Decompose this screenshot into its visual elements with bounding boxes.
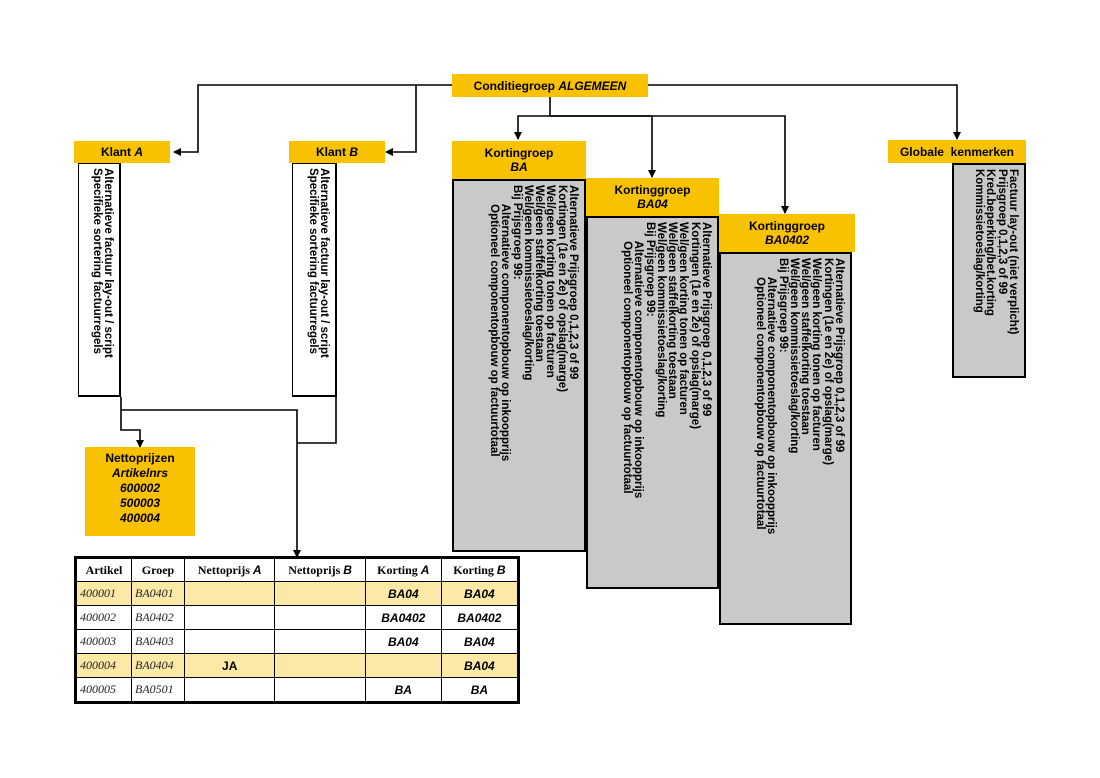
cell-netto-b (275, 654, 365, 678)
korting-ba04-line: Kortingen (1e en 2e) of opslag(marge) (688, 222, 701, 430)
artikel-table (74, 556, 520, 704)
cell-korting-b: BA04 (441, 582, 518, 606)
col-header-groep (132, 558, 185, 582)
root-header-label (474, 79, 627, 93)
cell-korting-b: BA (441, 678, 518, 703)
korting-ba0402-label-em: BA0402 (764, 233, 810, 247)
korting-ba04-line: Bij Prijsgroep 99: (643, 222, 656, 317)
korting-ba04-lines (621, 218, 717, 498)
cell-groep: BA0402 (132, 606, 185, 630)
nettoprijzen-item: 600002 (119, 481, 161, 495)
korting-ba-label-em: BA (510, 160, 528, 174)
klant-b-panel (292, 163, 337, 397)
korting-ba-panel (452, 179, 586, 552)
table-row (76, 630, 519, 654)
korting-ba04-line: Alternatieve componentopbouw op inkoopprijs (632, 222, 645, 499)
col-header-em: B (343, 562, 352, 577)
cell-korting-a: BA04 (365, 582, 441, 606)
korting-ba-header (452, 141, 586, 179)
korting-ba04-label: Kortinggroep (614, 183, 691, 197)
korting-ba04-line: Wel/geen kommissietoeslag/korting (654, 222, 667, 418)
korting-ba0402-header (719, 214, 855, 252)
klant-a-label: Klant (100, 145, 135, 159)
korting-ba-line: Alternatieve Prijsgroep 0,1,2,3 of 99 (567, 185, 579, 380)
korting-ba-line: Kortingen (1e en 2e) of opslag(marge) (555, 185, 568, 393)
cell-netto-a (185, 678, 275, 703)
cell-korting-b: BA0402 (441, 606, 518, 630)
korting-ba0402-line: Alternatieve Prijsgroep 0,1,2,3 of 99 (833, 258, 845, 453)
korting-ba0402-line: Optioneel componentopbouw op factuurtotaal (753, 258, 766, 530)
cell-artikel: 400003 (76, 630, 132, 654)
globale-line: Prijsgroep 0,1,2,3 of 99 (995, 169, 1008, 295)
klant-b-line: Specifieke sortering factuurregels (306, 168, 319, 354)
korting-ba04-label-em: BA04 (637, 197, 668, 211)
globale-label: Globale kenmerken (899, 144, 1015, 159)
cell-korting-b: BA04 (441, 630, 518, 654)
table-header-row (76, 558, 519, 582)
globale-line: Kommissietoeslag/korting (973, 169, 986, 313)
korting-ba04-line: Wel/geen staffelkorting toestaan (666, 222, 679, 399)
cell-groep: BA0403 (132, 630, 185, 654)
root-label-text: Conditiegroep (473, 78, 559, 93)
cell-netto-a (185, 630, 275, 654)
korting-ba0402-lines (754, 254, 850, 534)
cell-netto-b (275, 678, 365, 703)
klant-b-label: Klant (315, 145, 350, 159)
nettoprijzen-subtitle: Artikelnrs (111, 466, 169, 480)
klant-a-panel (78, 163, 121, 397)
cell-artikel: 400004 (76, 654, 132, 678)
cell-netto-a (185, 582, 275, 606)
col-header-nettoprijs-a (185, 558, 275, 582)
col-header-text: Nettoprijs (197, 562, 253, 577)
connector-klant-b-table (297, 397, 336, 443)
cell-netto-a (185, 606, 275, 630)
cell-artikel: 400005 (76, 678, 132, 703)
cell-netto-b (275, 606, 365, 630)
korting-ba0402-panel (719, 252, 852, 625)
klant-b-label-em: B (349, 145, 358, 159)
cell-korting-a: BA0402 (365, 606, 441, 630)
globale-lines (973, 165, 1024, 335)
korting-ba0402-line: Alternatieve componentopbouw op inkoopprijs (765, 258, 778, 535)
korting-ba0402-line: Kortingen (1e en 2e) of opslag(marge) (821, 258, 834, 466)
klant-a-line: Alternatieve factuur lay-out / script (102, 168, 114, 358)
table-row (76, 678, 519, 703)
globale-line: Factuur lay-out (niet verplicht) (1007, 169, 1019, 335)
klant-a-line: Specifieke sortering factuurregels (90, 168, 103, 354)
korting-ba-line: Bij Prijsgroep 99: (510, 185, 523, 280)
col-header-text: Groep (141, 562, 175, 577)
korting-ba-line: Wel/geen korting tonen op facturen (544, 185, 557, 378)
col-header-em: A (252, 562, 262, 577)
table-row (76, 582, 519, 606)
korting-ba0402-line: Wel/geen staffelkorting toestaan (799, 258, 812, 435)
klant-b-lines (306, 164, 335, 358)
col-header-korting-a (365, 558, 441, 582)
col-header-em: A (420, 562, 430, 577)
col-header-em: B (496, 562, 506, 577)
korting-ba-line: Wel/geen staffelkorting toestaan (533, 185, 546, 362)
connector-root-korting-ba (518, 116, 550, 139)
col-header-text: Nettoprijs (288, 562, 344, 577)
korting-ba04-line: Alternatieve Prijsgroep 0,1,2,3 of 99 (700, 222, 712, 417)
korting-ba-label: Kortingroep (484, 146, 554, 160)
cell-artikel: 400001 (76, 582, 132, 606)
col-header-text: Korting (453, 562, 497, 577)
col-header-artikel (76, 558, 132, 582)
cell-netto-b (275, 630, 365, 654)
korting-ba-line: Wel/geen kommissietoeslag/korting (521, 185, 534, 381)
connector-root-klant-b (386, 85, 416, 152)
korting-ba0402-label: Kortinggroep (749, 219, 825, 233)
nettoprijzen-item: 500003 (119, 496, 161, 510)
klant-b-header (289, 141, 385, 163)
cell-artikel: 400002 (76, 606, 132, 630)
root-header (452, 74, 648, 97)
korting-ba0402-line: Wel/geen korting tonen op facturen (810, 258, 823, 451)
korting-ba-lines (488, 181, 584, 461)
col-header-korting-b (441, 558, 518, 582)
korting-ba04-line: Optioneel componentopbouw op factuurtotaal (620, 222, 633, 494)
korting-ba04-line: Wel/geen korting tonen op facturen (677, 222, 690, 415)
cell-groep: BA0401 (132, 582, 185, 606)
table-row (76, 654, 519, 678)
klant-a-lines (90, 164, 119, 358)
table-row (76, 606, 519, 630)
cell-korting-b: BA04 (441, 654, 518, 678)
cell-korting-a: BA (365, 678, 441, 703)
korting-ba04-header (586, 178, 719, 216)
cell-korting-a: BA04 (365, 630, 441, 654)
connector-klant-a-netto (121, 397, 140, 447)
nettoprijzen-item: 400004 (119, 511, 161, 525)
korting-ba04-panel (586, 216, 719, 589)
korting-ba0402-line: Wel/geen kommissietoeslag/korting (787, 258, 800, 454)
klant-a-header (74, 141, 170, 163)
cell-groep: BA0501 (132, 678, 185, 703)
globale-panel (952, 163, 1026, 378)
korting-ba-line: Optioneel componentopbouw op factuurtotaal (487, 185, 500, 457)
globale-line: Kred.beperking/bet.korting (984, 169, 997, 316)
cell-netto-a: JA (185, 654, 275, 678)
cell-groep: BA0404 (132, 654, 185, 678)
globale-header (888, 140, 1026, 163)
root-label-em: ALGEMEEN (558, 78, 627, 93)
klant-a-label-em: A (134, 145, 143, 159)
col-header-text: Korting (377, 562, 421, 577)
klant-b-line: Alternatieve factuur lay-out / script (318, 168, 330, 358)
nettoprijzen-box (85, 447, 195, 536)
korting-ba0402-line: Bij Prijsgroep 99: (776, 258, 789, 353)
col-header-nettoprijs-b (275, 558, 365, 582)
cell-korting-a (365, 654, 441, 678)
cell-netto-b (275, 582, 365, 606)
col-header-text: Artikel (85, 562, 123, 577)
korting-ba-line: Alternatieve componentopbouw op inkoopprijs (499, 185, 512, 462)
nettoprijzen-title: Nettoprijzen (105, 451, 175, 465)
connector-root-globale (648, 85, 957, 139)
